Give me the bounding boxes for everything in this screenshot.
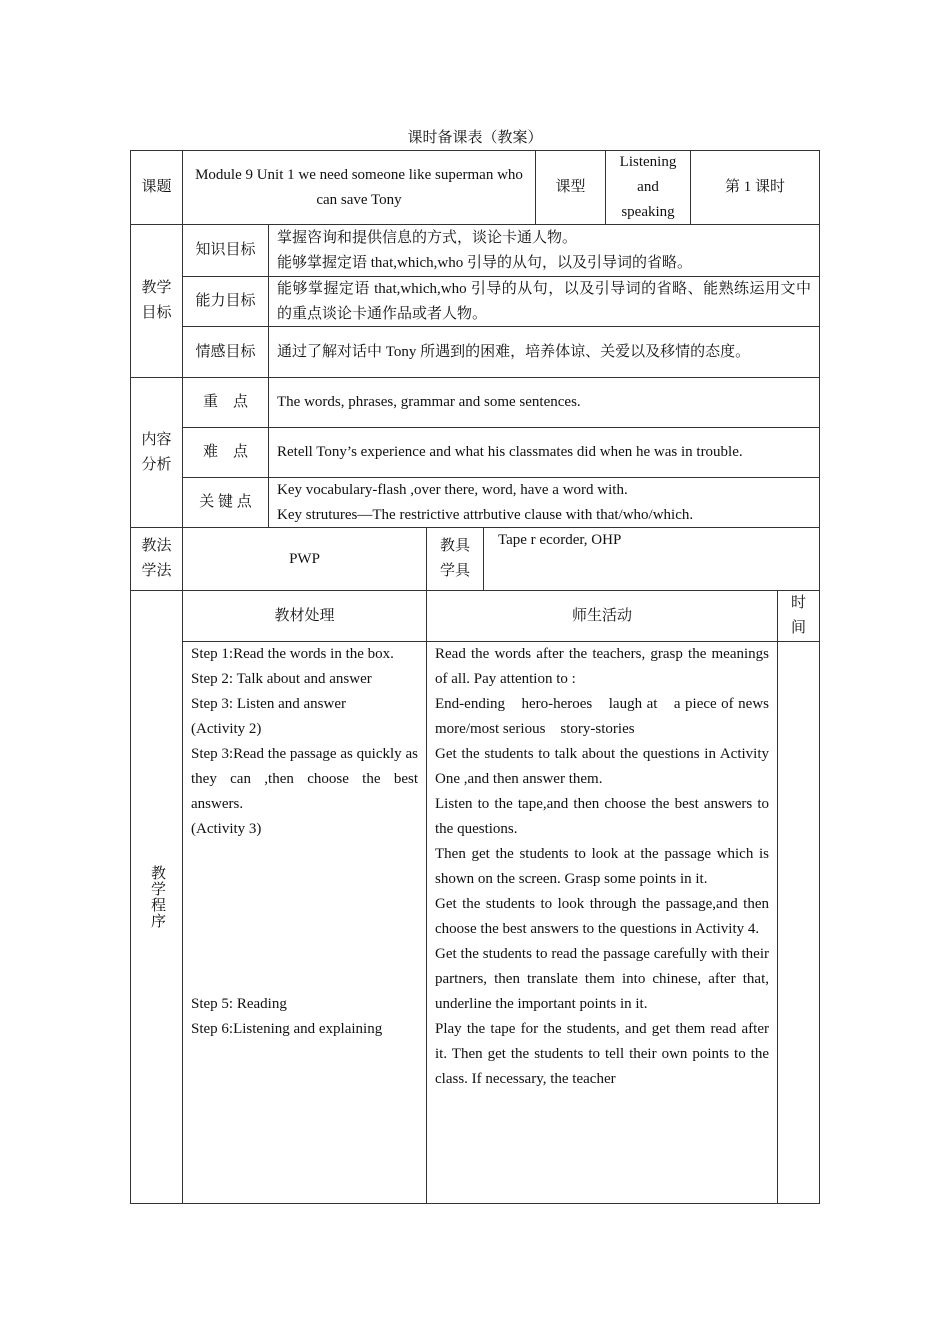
activity-item: Get the students to read the passage carefully with their partners, then translate them into chinese, after that, underline the important points in it. [435,946,769,1012]
page-title: 课时备课表（教案） [407,130,543,146]
activity-cell [426,641,785,1204]
emotion-label: 情感目标 [182,326,269,378]
type-label: 课型 [535,150,606,225]
aids-label-text: 教具学具 [439,538,470,579]
activity-item: Play the tape for the students, and get them read after it. Then get the students to tell their own points to the class. If necessary, the teacher [435,1021,769,1087]
ability-label: 能力目标 [182,276,269,327]
activity-item: Get the students to talk about the questions in Activity One ,and then answer them. [435,746,769,787]
col-material-header: 教材处理 [182,590,427,642]
ability-text: 能够掌握定语 that,which,who 引导的从句，以及引导词的省略、能熟练运用文中的重点谈论卡通作品或者人物。 [268,276,820,327]
step-item: Step 1:Read the words in the box. [191,646,394,662]
type-value [605,150,691,225]
step-item: Step 3:Read the passage as quickly as they can ,then choose the best answers. [191,746,418,812]
procedure-label [130,590,183,1204]
difficult-label: 难 点 [182,427,269,478]
activity-item: Listen to the tape,and then choose the best answers to the questions. [435,796,769,837]
procedure-label-text: 教学程序 [149,865,165,929]
activity-item: Then get the students to look at the passage which is shown on the screen. Grasp some points in it. [435,846,769,887]
method-label [130,527,183,591]
keypoint-text [268,477,820,528]
key-label: 重 点 [182,377,269,428]
topic-value: Module 9 Unit 1 we need someone like superman who can save Tony [182,150,536,225]
knowledge-label: 知识目标 [182,224,269,277]
goals-section-text: 教学目标 [141,280,172,321]
keypoint-label: 关 键 点 [182,477,269,528]
type-line-3: speaking [621,204,675,220]
type-line-2: and [637,179,659,195]
method-value: PWP [182,527,427,591]
emotion-text: 通过了解对话中 Tony 所遇到的困难，培养体谅、关爱以及移情的态度。 [268,326,820,378]
aids-value: Tape r ecorder, OHP [483,527,820,591]
step-item: Step 5: Reading [191,996,287,1012]
topic-label: 课题 [130,150,183,225]
col-time-text: 时间 [790,595,806,636]
difficult-text: Retell Tony’s experience and what his classmates did when he was in trouble. [268,427,820,478]
activity-item: End-ending hero-heroes laugh at a piece of news more/most serious story-stories [435,696,785,737]
step-item: Step 2: Talk about and answer [191,671,372,687]
period-value: 第 1 课时 [690,150,820,225]
goals-section-label [130,224,183,378]
knowledge-line-2: 能够掌握定语 that,which,who 引导的从句，以及引导词的省略。 [277,254,692,271]
step-item: (Activity 2) [191,721,262,737]
col-activity-header: 师生活动 [426,590,778,642]
step-item: Step 6:Listening and explaining [191,1021,383,1037]
key-text: The words, phrases, grammar and some sentences. [268,377,820,428]
activity-item: Get the students to look through the passage,and then choose the best answers to the questions in Activity 4. [435,896,769,937]
knowledge-text [268,224,820,277]
col-time-header [777,590,820,642]
aids-label [426,527,484,591]
knowledge-line-1: 掌握咨询和提供信息的方式，谈论卡通人物。 [277,229,578,246]
keypoint-line-2: Key strutures—The restrictive attrbutive clause with that/who/which. [277,506,694,523]
method-label-text: 教法学法 [141,538,172,579]
analysis-section-text: 内容分析 [141,431,172,473]
keypoint-line-1: Key vocabulary-flash ,over there, word, have a word with. [277,481,628,498]
activity-item: Read the words after the teachers, grasp the meanings of all. Pay attention to : [435,646,769,687]
time-cell [777,641,820,1204]
step-item: Step 3: Listen and answer [191,696,346,712]
material-cell [182,641,427,1204]
analysis-section-label [130,377,183,528]
step-item: (Activity 3) [191,821,262,837]
type-line-1: Listening [619,154,677,170]
